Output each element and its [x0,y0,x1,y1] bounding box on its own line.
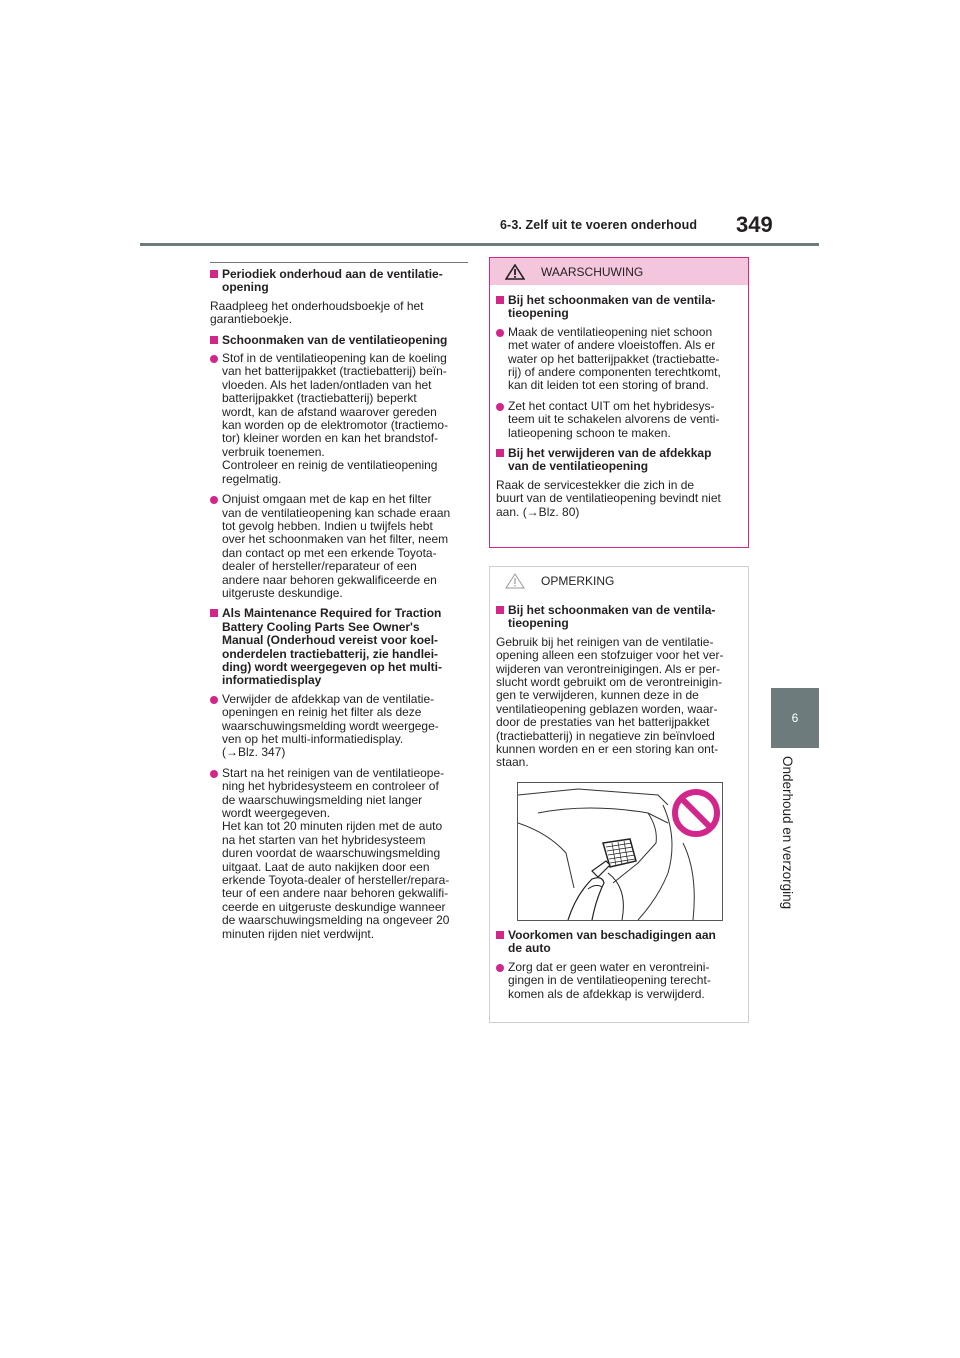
header-rule [140,243,819,246]
round-bullet-icon [210,496,218,504]
square-bullet-icon [210,336,218,344]
section-rule [210,262,468,263]
section-heading [496,929,742,956]
bullet-item [210,352,468,486]
square-bullet-icon [496,296,504,304]
square-bullet-icon [496,449,504,457]
section-heading [496,294,742,321]
bullet-item [210,493,468,600]
bullet-text: Verwijder de afdekkap van de ventilatie- openingen en reinig het filter als deze waarschuwingsmelding wordt weergege- ven op het multi-informatiedisplay. (→Blz. 347) [222,691,439,760]
paragraph: Gebruik bij het reinigen van de ventilatie- opening alleen een stofzuiger voor het ver- wijderen van verontreinigingen. Als er per- slucht wordt gebruikt om de verontreinigin- gen te verwijderen, kunnen deze in de ventilatieopening geblazen worden, waar- door de prestaties van het batterijpakket (tractiebatterij) in negatieve zin beïnvloed kunnen worden en er een storing kan ont- staan. [496,634,724,770]
bullet-text: Stof in de ventilatieopening kan de koeling van het batterijpakket (tractiebatterij) beïn- vloeden. Als het laden/ontladen van het batterijpakket (tractiebatterij) beperkt wordt, kan de afstand waarover gereden kan worden op de elektromotor (tractiemo- tor) kleiner worden en kan het brandstof- verbruik toenemen. Controleer en reinig de ventilatieopening regelmatig. [222,351,449,486]
paragraph: Raadpleeg het onderhoudsboekje of het garantieboekje. [210,298,424,327]
bullet-item [210,767,468,941]
section-heading [496,447,742,474]
bullet-item [496,961,742,1001]
bullet-item [210,693,468,760]
round-bullet-icon [496,964,504,972]
section-heading [210,268,468,295]
chapter-tab: 6 [771,688,819,748]
note-header [490,567,748,595]
section-heading [210,334,468,347]
warning-header [490,258,748,285]
note-box [489,566,749,1023]
square-bullet-icon [496,606,504,614]
left-column [210,262,468,948]
header-section-title: 6-3. Zelf uit te voeren onderhoud [500,218,698,232]
bullet-item [496,326,742,393]
warning-body [490,285,748,519]
heading-text: Periodiek onderhoud aan de ventilatie- opening [222,267,443,295]
bullet-item [496,400,742,440]
chapter-title: Onderhoud en verzorging [780,756,795,910]
page-number: 349 [736,212,773,237]
square-bullet-icon [496,931,504,939]
compressed-air-prohibited-illustration [518,783,722,920]
paragraph: Raak de servicestekker die zich in de buurt van de ventilatieopening bevindt niet aan. (→Blz. 80) [496,477,721,519]
bullet-text: Start na het reinigen van de ventilatieope- ning het hybridesysteem en controleer of de waarschuwingsmelding niet langer wordt weergegeven. Het kan tot 20 minuten rijden met de auto na het starten van het hybridesysteem duren voordat de waarschuwingsmelding uitgaat. Laat de auto nakijken door een erkende Toyota-dealer of hersteller/repara- teur of een andere naar behoren gekwalifi- ceerde en uitgeruste deskundige wanneer de waarschuwingsmelding na ongeveer 20 minuten rijden niet verdwijnt. [222,765,450,941]
section-heading [496,604,742,631]
round-bullet-icon [210,696,218,704]
round-bullet-icon [496,329,504,337]
round-bullet-icon [210,355,218,363]
warning-box [489,257,749,548]
square-bullet-icon [210,270,218,278]
section-heading [210,607,468,687]
square-bullet-icon [210,609,218,617]
warning-title: WAARSCHUWING [541,265,644,279]
heading-text: Bij het verwijderen van de afdekkap van de ventilatieopening [508,446,712,474]
note-title: OPMERKING [541,574,615,588]
heading-text: Bij het schoonmaken van de ventila- tieopening [508,603,716,631]
warning-triangle-icon [505,264,525,280]
heading-text: Schoonmaken van de ventilatieopening [222,332,448,347]
heading-text: Als Maintenance Required for Traction Battery Cooling Parts See Owner's Manual (Onderhoud vereist voor koel- onderdelen tractiebatterij, zie handlei- ding) wordt weergegeven op het multi- informatiedisplay [222,606,443,688]
bullet-text: Zorg dat er geen water en verontreini- gingen in de ventilatieopening terecht- komen als de afdekkap is verwijderd. [508,959,711,1001]
heading-text: Bij het schoonmaken van de ventila- tieopening [508,293,716,321]
round-bullet-icon [210,770,218,778]
heading-text: Voorkomen van beschadigingen aan de auto [508,927,716,956]
bullet-text: Maak de ventilatieopening niet schoon met water of andere vloeistoffen. Als er water op het batterijpakket (tractiebatte- rij) of andere componenten terechtkomt, kan dit leiden tot een storing of brand. [508,324,721,393]
caution-triangle-icon [505,573,525,589]
vent-cleaning-illustration [517,782,723,921]
note-body [490,595,748,1001]
bullet-text: Zet het contact UIT om het hybridesys- teem uit te schakelen alvorens de venti- latieopening schoon te maken. [508,398,720,440]
round-bullet-icon [496,403,504,411]
bullet-text: Onjuist omgaan met de kap en het filter van de ventilatieopening kan schade eraan tot gevolg hebben. Indien u twijfels hebt over het schoonmaken van het filter, neem dan contact op met een erkende Toyota- dealer of hersteller/reparateur of een andere naar behoren gekwalificeerde en uitgeruste deskundige. [222,492,451,600]
